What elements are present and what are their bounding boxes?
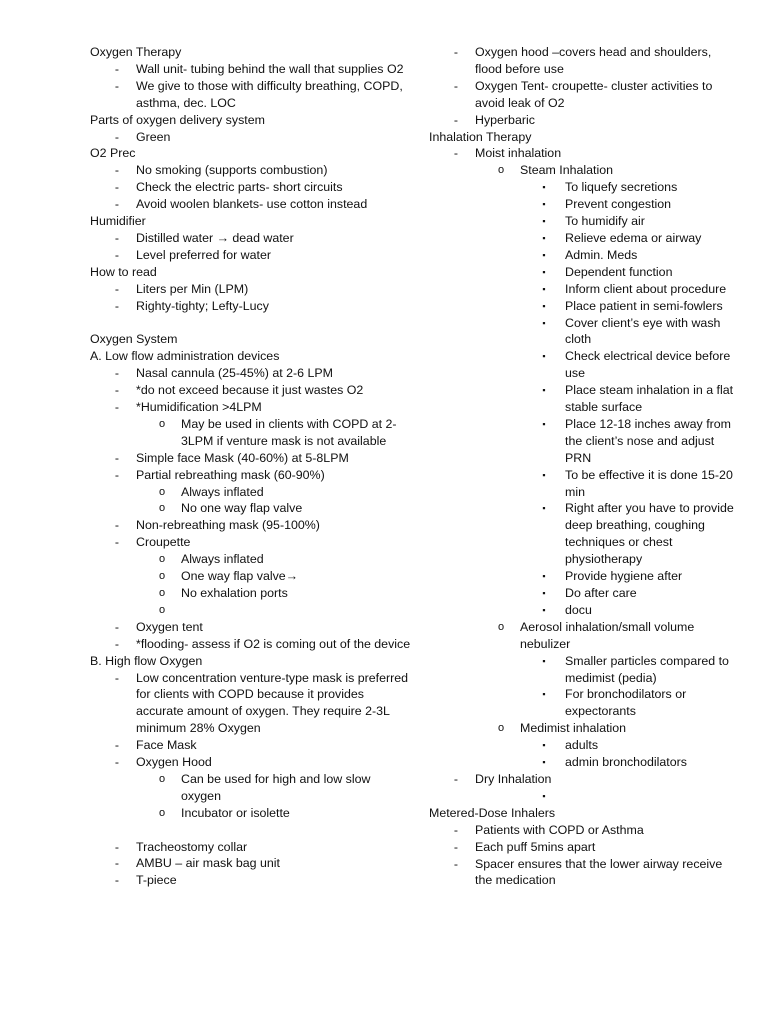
- line-text: Green: [136, 129, 171, 144]
- left-list-item: [90, 450, 412, 467]
- left-list-item: [90, 467, 412, 484]
- dash-bullet-icon: -: [114, 298, 120, 313]
- line-text: Spacer ensures that the lower airway receive the medication: [475, 856, 723, 888]
- left-heading: [90, 264, 412, 281]
- line-text: Low concentration venture-type mask is preferred for clients with COPD because it provides accurate amount of oxygen. They require 2-3L minimum 28% Oxygen: [136, 670, 409, 736]
- square-bullet-icon: ▪: [542, 182, 546, 193]
- left-list-item: [90, 416, 412, 450]
- left-list-item: [90, 551, 412, 568]
- line-text: admin bronchodilators: [565, 755, 687, 770]
- line-text: Oxygen Hood: [136, 755, 212, 770]
- right-column: [429, 44, 734, 889]
- line-text: Patients with COPD or Asthma: [475, 822, 644, 837]
- line-text: Tracheostomy collar: [136, 839, 248, 854]
- square-bullet-icon: ▪: [542, 655, 546, 666]
- line-text: Check the electric parts- short circuits: [136, 180, 343, 195]
- line-text: Level preferred for water: [136, 247, 271, 262]
- left-heading: [90, 348, 412, 365]
- circle-bullet-icon: o: [497, 722, 505, 735]
- right-list-item: [429, 788, 734, 805]
- dash-bullet-icon: -: [114, 180, 120, 195]
- right-list-item: [429, 78, 734, 112]
- right-heading: [429, 129, 734, 146]
- right-list-item: [429, 213, 734, 230]
- line-text: To be effective it is done 15-20 min: [565, 467, 733, 499]
- line-text: Medimist inhalation: [520, 721, 627, 736]
- line-text: Liters per Min (LPM): [136, 281, 249, 296]
- left-list-item: [90, 839, 412, 856]
- square-bullet-icon: ▪: [542, 199, 546, 210]
- line-text: One way flap valve→: [181, 569, 299, 584]
- right-list-item: [429, 112, 734, 129]
- line-text: Simple face Mask (40-60%) at 5-8LPM: [136, 450, 349, 465]
- right-list-item: [429, 602, 734, 619]
- dash-bullet-icon: -: [453, 45, 459, 59]
- left-list-item: [90, 771, 412, 805]
- dash-bullet-icon: -: [114, 670, 120, 685]
- dash-bullet-icon: -: [453, 78, 459, 93]
- circle-bullet-icon: o: [158, 772, 166, 785]
- right-list-item: [429, 822, 734, 839]
- dash-bullet-icon: -: [453, 771, 459, 786]
- line-text: Incubator or isolette: [181, 805, 290, 820]
- square-bullet-icon: ▪: [542, 283, 546, 294]
- dash-bullet-icon: -: [114, 450, 120, 465]
- square-bullet-icon: ▪: [542, 503, 546, 514]
- line-text: *do not exceed because it just wastes O2: [136, 383, 364, 398]
- square-bullet-icon: ▪: [542, 351, 546, 362]
- right-list-item: [429, 281, 734, 298]
- line-text: May be used in clients with COPD at 2-3LPM if venture mask is not available: [181, 416, 397, 448]
- line-text: To liquefy secretions: [565, 180, 678, 195]
- line-text: Smaller particles compared to medimist (pedia): [565, 653, 729, 685]
- line-text: Oxygen Therapy: [90, 45, 182, 59]
- right-list-item: [429, 653, 734, 687]
- line-text: Righty-tighty; Lefty-Lucy: [136, 298, 269, 313]
- circle-bullet-icon: o: [158, 806, 166, 819]
- right-list-item: [429, 264, 734, 281]
- line-text: Dry Inhalation: [475, 771, 552, 786]
- dash-bullet-icon: -: [453, 146, 459, 161]
- line-text: [565, 789, 568, 803]
- right-list-item: [429, 298, 734, 315]
- left-list-item: [90, 399, 412, 416]
- dash-bullet-icon: -: [114, 873, 120, 888]
- left-list-item: [90, 484, 412, 501]
- left-list-item: [90, 365, 412, 382]
- line-text: Moist inhalation: [475, 146, 562, 161]
- left-heading: [90, 653, 412, 670]
- circle-bullet-icon: o: [158, 603, 166, 616]
- line-text: Parts of oxygen delivery system: [90, 112, 265, 127]
- line-text: Oxygen tent: [136, 619, 203, 634]
- right-list-item: [429, 145, 734, 162]
- right-list-item: [429, 416, 734, 467]
- left-list-item: [90, 754, 412, 771]
- dash-bullet-icon: -: [114, 856, 120, 871]
- square-bullet-icon: ▪: [542, 740, 546, 751]
- line-text: No one way flap valve: [181, 501, 303, 516]
- right-list-item: [429, 467, 734, 501]
- right-list-item: [429, 737, 734, 754]
- circle-bullet-icon: o: [497, 164, 505, 177]
- square-bullet-icon: ▪: [542, 266, 546, 277]
- right-list-item: [429, 500, 734, 568]
- right-list-item: [429, 856, 734, 890]
- line-text: Place 12-18 inches away from the client’s nose and adjust PRN: [565, 416, 731, 465]
- right-list-item: [429, 247, 734, 264]
- right-list-item: [429, 315, 734, 349]
- left-list-item: [90, 585, 412, 602]
- dash-bullet-icon: -: [114, 61, 120, 76]
- line-text: Oxygen Tent- croupette- cluster activities to avoid leak of O2: [475, 78, 713, 110]
- line-text: AMBU – air mask bag unit: [136, 856, 280, 871]
- dash-bullet-icon: -: [114, 535, 120, 550]
- square-bullet-icon: ▪: [542, 385, 546, 396]
- dash-bullet-icon: -: [114, 619, 120, 634]
- line-text: Place patient in semi-fowlers: [565, 298, 723, 313]
- line-text: Right after you have to provide deep breathing, coughing techniques or chest physiotherapy: [565, 501, 734, 567]
- line-text: Humidifier: [90, 214, 146, 229]
- dash-bullet-icon: -: [114, 636, 120, 651]
- blank-line: [90, 822, 412, 839]
- line-text: A. Low flow administration devices: [90, 349, 280, 364]
- line-text: T-piece: [136, 873, 177, 888]
- circle-bullet-icon: o: [158, 485, 166, 498]
- left-list-item: [90, 500, 412, 517]
- right-list-item: [429, 686, 734, 720]
- circle-bullet-icon: o: [158, 417, 166, 430]
- left-list-item: [90, 517, 412, 534]
- line-text: Metered-Dose Inhalers: [429, 805, 556, 820]
- line-text: Inform client about procedure: [565, 281, 727, 296]
- line-text: Provide hygiene after: [565, 569, 683, 584]
- right-list-item: [429, 619, 734, 653]
- line-text: *flooding- assess if O2 is coming out of the device: [136, 636, 411, 651]
- dash-bullet-icon: -: [114, 129, 120, 144]
- circle-bullet-icon: o: [158, 553, 166, 566]
- left-heading: [90, 112, 412, 129]
- square-bullet-icon: ▪: [542, 232, 546, 243]
- right-list-item: [429, 162, 734, 179]
- left-heading: [90, 145, 412, 162]
- left-list-item: [90, 281, 412, 298]
- right-list-item: [429, 568, 734, 585]
- square-bullet-icon: ▪: [542, 317, 546, 328]
- right-heading: [429, 805, 734, 822]
- dash-bullet-icon: -: [114, 78, 120, 93]
- line-text: No exhalation ports: [181, 585, 288, 600]
- dash-bullet-icon: -: [114, 230, 120, 245]
- dash-bullet-icon: -: [114, 163, 120, 178]
- line-text: Admin. Meds: [565, 247, 638, 262]
- left-list-item: [90, 602, 412, 619]
- left-list-item: [90, 568, 412, 585]
- line-text: Face Mask: [136, 738, 197, 753]
- left-list-item: [90, 61, 412, 78]
- line-text: Oxygen System: [90, 332, 178, 347]
- line-text: Inhalation Therapy: [429, 129, 532, 144]
- left-list-item: [90, 737, 412, 754]
- square-bullet-icon: ▪: [542, 757, 546, 768]
- line-text: Oxygen hood –covers head and shoulders, flood before use: [475, 45, 712, 76]
- circle-bullet-icon: o: [158, 586, 166, 599]
- line-text: How to read: [90, 264, 157, 279]
- line-text: Nasal cannula (25-45%) at 2-6 LPM: [136, 366, 333, 381]
- left-list-item: [90, 805, 412, 822]
- left-list-item: [90, 247, 412, 264]
- left-list-item: [90, 872, 412, 889]
- left-list-item: [90, 196, 412, 213]
- square-bullet-icon: ▪: [542, 571, 546, 582]
- dash-bullet-icon: -: [114, 400, 120, 415]
- square-bullet-icon: ▪: [542, 469, 546, 480]
- line-text: Partial rebreathing mask (60-90%): [136, 467, 325, 482]
- right-list-item: [429, 839, 734, 856]
- line-text: Do after care: [565, 586, 637, 600]
- line-text: B. High flow Oxygen: [90, 653, 203, 668]
- line-text: Check electrical device before use: [565, 349, 731, 381]
- left-list-item: [90, 179, 412, 196]
- line-text: Croupette: [136, 535, 191, 550]
- line-text: docu: [565, 602, 592, 617]
- square-bullet-icon: ▪: [542, 604, 546, 615]
- circle-bullet-icon: o: [158, 502, 166, 515]
- dash-bullet-icon: -: [114, 738, 120, 753]
- line-text: Place steam inhalation in a flat stable surface: [565, 383, 734, 415]
- dash-bullet-icon: -: [453, 856, 459, 871]
- dash-bullet-icon: -: [114, 467, 120, 482]
- line-text: Cover client’s eye with wash cloth: [565, 315, 721, 347]
- dash-bullet-icon: -: [114, 518, 120, 533]
- line-text: Always inflated: [181, 484, 264, 499]
- left-column: [90, 44, 412, 889]
- line-text: O2 Prec: [90, 146, 136, 161]
- left-list-item: [90, 534, 412, 551]
- dash-bullet-icon: -: [114, 755, 120, 770]
- line-text: Distilled water → dead water: [136, 230, 294, 245]
- blank-line: [90, 315, 412, 332]
- left-list-item: [90, 636, 412, 653]
- left-list-item: [90, 855, 412, 872]
- dash-bullet-icon: -: [114, 839, 120, 854]
- line-text: We give to those with difficulty breathing, COPD, asthma, dec. LOC: [136, 78, 403, 110]
- dash-bullet-icon: -: [114, 197, 120, 212]
- line-text: Each puff 5mins apart: [475, 839, 596, 854]
- square-bullet-icon: ▪: [542, 790, 546, 801]
- line-text: adults: [565, 738, 599, 753]
- left-list-item: [90, 129, 412, 146]
- right-list-item: [429, 754, 734, 771]
- line-text: Non-rebreathing mask (95-100%): [136, 518, 320, 533]
- dash-bullet-icon: -: [114, 383, 120, 398]
- right-list-item: [429, 230, 734, 247]
- square-bullet-icon: ▪: [542, 249, 546, 260]
- line-text: *Humidification >4LPM: [136, 400, 262, 415]
- line-text: No smoking (supports combustion): [136, 163, 328, 178]
- dash-bullet-icon: -: [114, 247, 120, 262]
- left-heading: [90, 331, 412, 348]
- dash-bullet-icon: -: [453, 112, 459, 127]
- dash-bullet-icon: -: [453, 822, 459, 837]
- right-list-item: [429, 44, 734, 78]
- line-text: Hyperbaric: [475, 112, 535, 127]
- line-text: For bronchodilators or expectorants: [565, 687, 687, 719]
- left-list-item: [90, 298, 412, 315]
- right-list-item: [429, 348, 734, 382]
- line-text: To humidify air: [565, 214, 645, 229]
- line-text: Relieve edema or airway: [565, 230, 702, 245]
- line-text: Avoid woolen blankets- use cotton instead: [136, 197, 368, 212]
- right-list-item: [429, 720, 734, 737]
- left-list-item: [90, 78, 412, 112]
- line-text: Aerosol inhalation/small volume nebulizer: [520, 619, 695, 651]
- dash-bullet-icon: -: [453, 839, 459, 854]
- right-list-item: [429, 179, 734, 196]
- left-list-item: [90, 670, 412, 738]
- square-bullet-icon: ▪: [542, 588, 546, 598]
- circle-bullet-icon: o: [158, 570, 166, 583]
- square-bullet-icon: ▪: [542, 418, 546, 429]
- line-text: Wall unit- tubing behind the wall that supplies O2: [136, 61, 404, 76]
- dash-bullet-icon: -: [114, 281, 120, 296]
- right-list-item: [429, 382, 734, 416]
- dash-bullet-icon: -: [114, 366, 120, 381]
- right-list-item: [429, 771, 734, 788]
- left-list-item: [90, 382, 412, 399]
- line-text: Can be used for high and low slow oxygen: [181, 771, 371, 803]
- line-text: Steam Inhalation: [520, 163, 613, 178]
- left-heading: [90, 44, 412, 61]
- circle-bullet-icon: o: [497, 620, 505, 633]
- left-heading: [90, 213, 412, 230]
- line-text: [181, 603, 184, 617]
- right-list-item: [429, 196, 734, 213]
- line-text: Prevent congestion: [565, 197, 672, 212]
- square-bullet-icon: ▪: [542, 689, 546, 700]
- right-list-item: [429, 585, 734, 602]
- square-bullet-icon: ▪: [542, 216, 546, 227]
- left-list-item: [90, 619, 412, 636]
- line-text: Always inflated: [181, 552, 264, 567]
- square-bullet-icon: ▪: [542, 300, 546, 311]
- left-list-item: [90, 230, 412, 247]
- left-list-item: [90, 162, 412, 179]
- line-text: Dependent function: [565, 264, 673, 279]
